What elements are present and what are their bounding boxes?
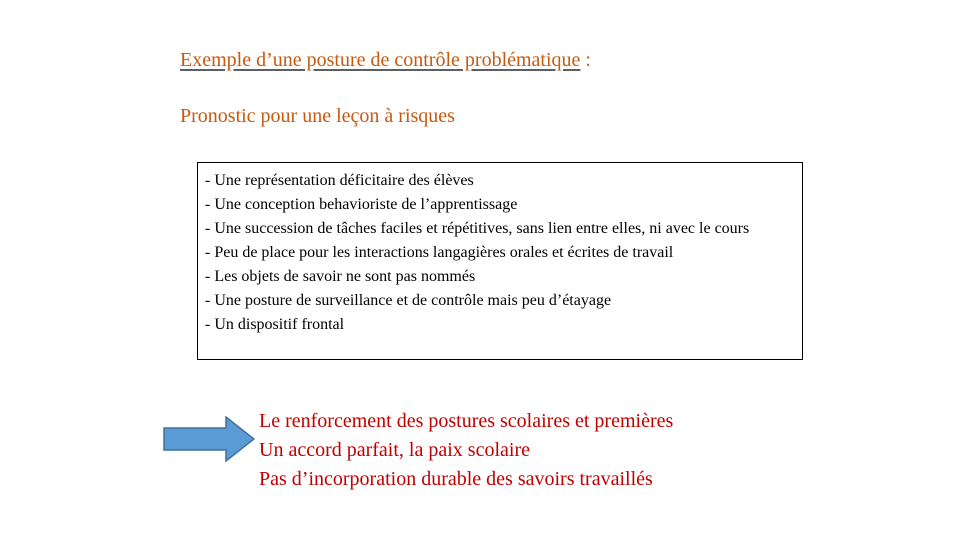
- list-item: - Une posture de surveillance et de contrôle mais peu d’étayage: [205, 292, 612, 309]
- list-item: - Une succession de tâches faciles et répétitives, sans lien entre elles, ni avec le cours: [205, 220, 750, 237]
- consequence-line: Le renforcement des postures scolaires et premières: [259, 410, 674, 432]
- slide-title-text: Exemple d’une posture de contrôle problématique: [180, 49, 581, 71]
- list-item: - Peu de place pour les interactions langagières orales et écrites de travail: [205, 244, 674, 261]
- list-item: - Une représentation déficitaire des élèves: [205, 172, 474, 189]
- list-item: - Une conception behavioriste de l’apprentissage: [205, 196, 518, 213]
- right-arrow-icon: [163, 416, 255, 462]
- list-item: - Un dispositif frontal: [205, 316, 345, 333]
- slide-title: [180, 47, 591, 73]
- slide-subtitle: Pronostic pour une leçon à risques: [180, 105, 455, 127]
- consequence-line: Pas d’incorporation durable des savoirs travaillés: [259, 468, 653, 490]
- consequence-line: Un accord parfait, la paix scolaire: [259, 439, 530, 461]
- right-arrow-shape: [164, 417, 254, 461]
- slide-title-suffix: :: [580, 49, 591, 71]
- consequence-list: [259, 407, 673, 494]
- bordered-text-box: [197, 162, 803, 360]
- list-item: - Les objets de savoir ne sont pas nommés: [205, 268, 476, 285]
- risk-factor-list: [198, 163, 793, 337]
